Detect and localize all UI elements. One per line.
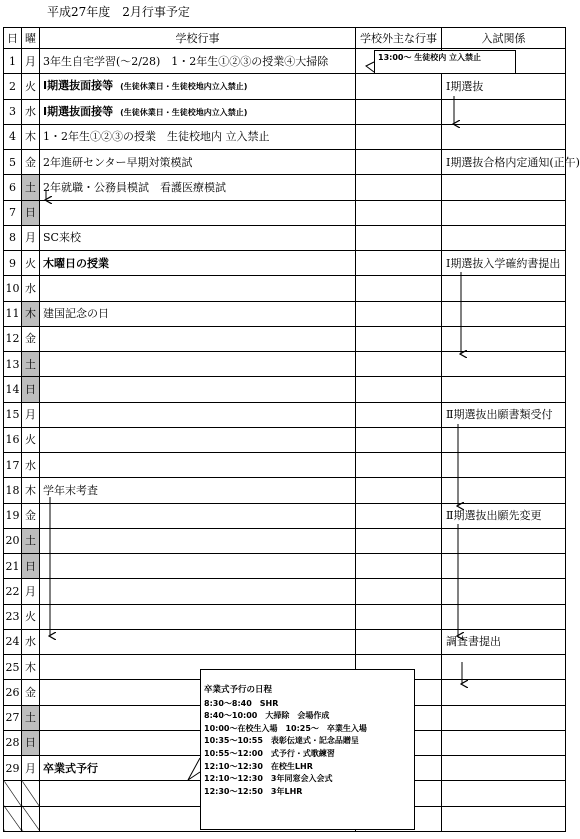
school-event-cell	[40, 99, 356, 124]
weekday-cell: 月	[22, 756, 40, 781]
school-event-cell	[40, 478, 356, 503]
school-event-text: 卒業式予行	[43, 761, 98, 775]
rehearsal-schedule-line: 12:10～12:30 在校生LHR	[204, 761, 313, 771]
rehearsal-schedule-line: 10:35～10:55 表彰伝達式・記念品贈呈	[204, 736, 359, 746]
weekday-cell: 日	[22, 377, 40, 402]
exam-cell	[442, 680, 566, 705]
day-cell: 10	[4, 276, 22, 301]
exam-cell	[442, 124, 566, 149]
rehearsal-schedule-line: 10:55～12:00 式予行・式歌練習	[204, 748, 335, 758]
day-cell: 24	[4, 629, 22, 654]
rehearsal-schedule-line: 12:30～12:50 3年LHR	[204, 786, 303, 796]
day-cell: 17	[4, 453, 22, 478]
weekday-cell: 月	[22, 49, 40, 74]
school-event-text: SC来校	[43, 231, 81, 245]
outside-event-cell	[356, 579, 442, 604]
day-cell: 14	[4, 377, 22, 402]
exam-cell	[442, 326, 566, 351]
school-event-cell	[40, 150, 356, 175]
exam-cell	[442, 655, 566, 680]
exam-cell	[442, 301, 566, 326]
exam-cell	[442, 200, 566, 225]
page-title: 平成27年度 2月行事予定	[47, 5, 190, 19]
outside-event-cell	[356, 554, 442, 579]
school-event-cell	[40, 175, 356, 200]
day-cell: 18	[4, 478, 22, 503]
day-cell: 1	[4, 49, 22, 74]
outside-event-cell	[356, 503, 442, 528]
school-event-cell	[40, 251, 356, 276]
weekday-cell: 金	[22, 150, 40, 175]
weekday-cell: 金	[22, 326, 40, 351]
school-event-cell	[40, 74, 356, 99]
weekday-cell: 日	[22, 200, 40, 225]
exam-cell: Ⅰ期選抜入学確約書提出	[442, 251, 566, 276]
table-row	[4, 326, 566, 351]
outside-event-cell	[356, 251, 442, 276]
day-cell: 27	[4, 705, 22, 730]
table-row	[4, 554, 566, 579]
outside-event-cell	[356, 276, 442, 301]
exam-cell	[442, 352, 566, 377]
weekday-cell: 土	[22, 705, 40, 730]
outside-event-cell	[356, 478, 442, 503]
exam-cell	[442, 528, 566, 553]
rehearsal-schedule-callout	[200, 669, 415, 830]
rehearsal-schedule-title: 卒業式予行の日程	[204, 685, 273, 695]
day-cell: 2	[4, 74, 22, 99]
header-weekday: 曜	[22, 28, 40, 49]
table-row	[4, 427, 566, 452]
school-event-cell	[40, 326, 356, 351]
table-row	[4, 200, 566, 225]
day-cell: 19	[4, 503, 22, 528]
weekday-cell: 月	[22, 579, 40, 604]
exam-cell	[442, 604, 566, 629]
school-event-cell	[40, 200, 356, 225]
weekday-cell: 木	[22, 478, 40, 503]
school-event-cell	[40, 427, 356, 452]
outside-event-cell	[356, 124, 442, 149]
exam-cell: 調査書提出	[442, 629, 566, 654]
day-cell: 12	[4, 326, 22, 351]
weekday-cell: 水	[22, 453, 40, 478]
outside-event-cell	[356, 528, 442, 553]
outside-event-cell	[356, 74, 442, 99]
outside-event-cell	[356, 352, 442, 377]
rehearsal-schedule-line: 12:10～12:30 3年同窓会入会式	[204, 774, 333, 784]
table-row	[4, 402, 566, 427]
day-cell: 23	[4, 604, 22, 629]
empty-weekday-cell	[22, 806, 40, 831]
outside-event-cell	[356, 377, 442, 402]
school-event-cell	[40, 49, 356, 74]
school-event-cell	[40, 604, 356, 629]
table-row	[4, 175, 566, 200]
empty-cell	[442, 781, 566, 806]
empty-day-cell	[4, 806, 22, 831]
weekday-cell: 木	[22, 301, 40, 326]
exam-cell: Ⅰ期選抜合格内定通知(正午)	[442, 150, 566, 175]
day-cell: 5	[4, 150, 22, 175]
outside-event-cell	[356, 99, 442, 124]
empty-day-cell	[4, 781, 22, 806]
school-event-cell	[40, 629, 356, 654]
exam-cell	[442, 175, 566, 200]
weekday-cell: 火	[22, 427, 40, 452]
rehearsal-schedule-line: 8:30～8:40 SHR	[204, 698, 279, 708]
exam-cell	[442, 730, 566, 755]
school-event-cell	[40, 352, 356, 377]
day-cell: 8	[4, 225, 22, 250]
day-cell: 3	[4, 99, 22, 124]
day-cell: 11	[4, 301, 22, 326]
outside-event-cell	[356, 629, 442, 654]
school-event-cell	[40, 301, 356, 326]
table-row	[4, 99, 566, 124]
school-event-text: 学年末考査	[43, 483, 98, 497]
school-event-cell	[40, 402, 356, 427]
day-cell: 28	[4, 730, 22, 755]
school-event-cell	[40, 528, 356, 553]
weekday-cell: 木	[22, 655, 40, 680]
school-event-text: Ⅰ期選抜面接等	[43, 79, 114, 93]
outside-event-cell	[356, 453, 442, 478]
exam-cell: Ⅱ期選抜出願先変更	[442, 503, 566, 528]
outside-event-cell	[356, 150, 442, 175]
table-row	[4, 74, 566, 99]
table-row	[4, 150, 566, 175]
day-cell: 26	[4, 680, 22, 705]
weekday-cell: 月	[22, 225, 40, 250]
empty-weekday-cell	[22, 781, 40, 806]
table-row	[4, 225, 566, 250]
school-event-cell	[40, 124, 356, 149]
header-row	[4, 28, 566, 49]
day-cell: 4	[4, 124, 22, 149]
header-outside-events: 学校外主な行事	[356, 28, 442, 49]
school-event-text: 1・2年生①②③の授業 生徒校地内 立入禁止	[43, 130, 270, 144]
outside-event-cell	[356, 427, 442, 452]
day-cell: 15	[4, 402, 22, 427]
weekday-cell: 火	[22, 251, 40, 276]
weekday-cell: 日	[22, 730, 40, 755]
table-row	[4, 124, 566, 149]
callout-top: 13:00～ 生徒校内 立入禁止	[374, 50, 516, 74]
school-event-text: 2年就職・公務員模試 看護医療模試	[43, 180, 226, 194]
exam-cell	[442, 99, 566, 124]
outside-event-cell	[356, 604, 442, 629]
table-row	[4, 352, 566, 377]
exam-cell	[442, 453, 566, 478]
school-event-text: 2年進研センター早期対策模試	[43, 155, 193, 169]
exam-cell	[442, 705, 566, 730]
school-event-text: 建国記念の日	[43, 307, 109, 321]
weekday-cell: 月	[22, 402, 40, 427]
weekday-cell: 金	[22, 680, 40, 705]
header-exam: 入試関係	[442, 28, 566, 49]
weekday-cell: 土	[22, 528, 40, 553]
rehearsal-schedule-line: 10:00～在校生入場 10:25～ 卒業生入場	[204, 723, 367, 733]
outside-event-cell	[356, 301, 442, 326]
day-cell: 21	[4, 554, 22, 579]
school-event-cell	[40, 276, 356, 301]
weekday-cell: 火	[22, 604, 40, 629]
weekday-cell: 土	[22, 352, 40, 377]
weekday-cell: 火	[22, 74, 40, 99]
exam-cell	[442, 579, 566, 604]
day-cell: 29	[4, 756, 22, 781]
weekday-cell: 金	[22, 503, 40, 528]
table-row	[4, 377, 566, 402]
school-event-text: Ⅰ期選抜面接等	[43, 104, 114, 118]
day-cell: 25	[4, 655, 22, 680]
weekday-cell: 木	[22, 124, 40, 149]
day-cell: 22	[4, 579, 22, 604]
table-row	[4, 629, 566, 654]
exam-cell	[442, 377, 566, 402]
exam-cell	[442, 554, 566, 579]
outside-event-cell	[356, 326, 442, 351]
table-row	[4, 604, 566, 629]
exam-cell	[442, 225, 566, 250]
weekday-cell: 土	[22, 175, 40, 200]
rehearsal-schedule-line: 8:40～10:00 大掃除 会場作成	[204, 711, 330, 721]
empty-cell	[442, 806, 566, 831]
school-event-text: 3年生自宅学習(～2/28) 1・2年生①②③の授業④大掃除	[43, 54, 329, 68]
school-event-cell	[40, 377, 356, 402]
outside-event-cell	[356, 402, 442, 427]
day-cell: 13	[4, 352, 22, 377]
exam-cell	[442, 276, 566, 301]
school-event-note: (生徒休業日・生徒校地内立入禁止)	[120, 107, 248, 117]
header-day: 日	[4, 28, 22, 49]
day-cell: 9	[4, 251, 22, 276]
header-school-events: 学校行事	[40, 28, 356, 49]
school-event-cell	[40, 554, 356, 579]
weekday-cell: 水	[22, 276, 40, 301]
table-row	[4, 528, 566, 553]
exam-cell	[442, 756, 566, 781]
day-cell: 16	[4, 427, 22, 452]
table-row	[4, 503, 566, 528]
exam-cell: Ⅰ期選抜	[442, 74, 566, 99]
exam-cell: Ⅱ期選抜出願書類受付	[442, 402, 566, 427]
table-row	[4, 301, 566, 326]
day-cell: 20	[4, 528, 22, 553]
weekday-cell: 水	[22, 99, 40, 124]
weekday-cell: 日	[22, 554, 40, 579]
exam-cell	[442, 427, 566, 452]
outside-event-cell	[356, 225, 442, 250]
table-row	[4, 579, 566, 604]
school-event-text: 木曜日の授業	[43, 256, 109, 270]
outside-event-cell	[356, 175, 442, 200]
table-row	[4, 453, 566, 478]
school-event-cell	[40, 453, 356, 478]
exam-cell	[442, 478, 566, 503]
day-cell: 6	[4, 175, 22, 200]
outside-event-cell	[356, 200, 442, 225]
school-event-note: (生徒休業日・生徒校地内立入禁止)	[120, 82, 248, 92]
table-row	[4, 478, 566, 503]
school-event-cell	[40, 579, 356, 604]
school-event-cell	[40, 503, 356, 528]
day-cell: 7	[4, 200, 22, 225]
school-event-cell	[40, 225, 356, 250]
table-row	[4, 276, 566, 301]
weekday-cell: 水	[22, 629, 40, 654]
table-row	[4, 251, 566, 276]
